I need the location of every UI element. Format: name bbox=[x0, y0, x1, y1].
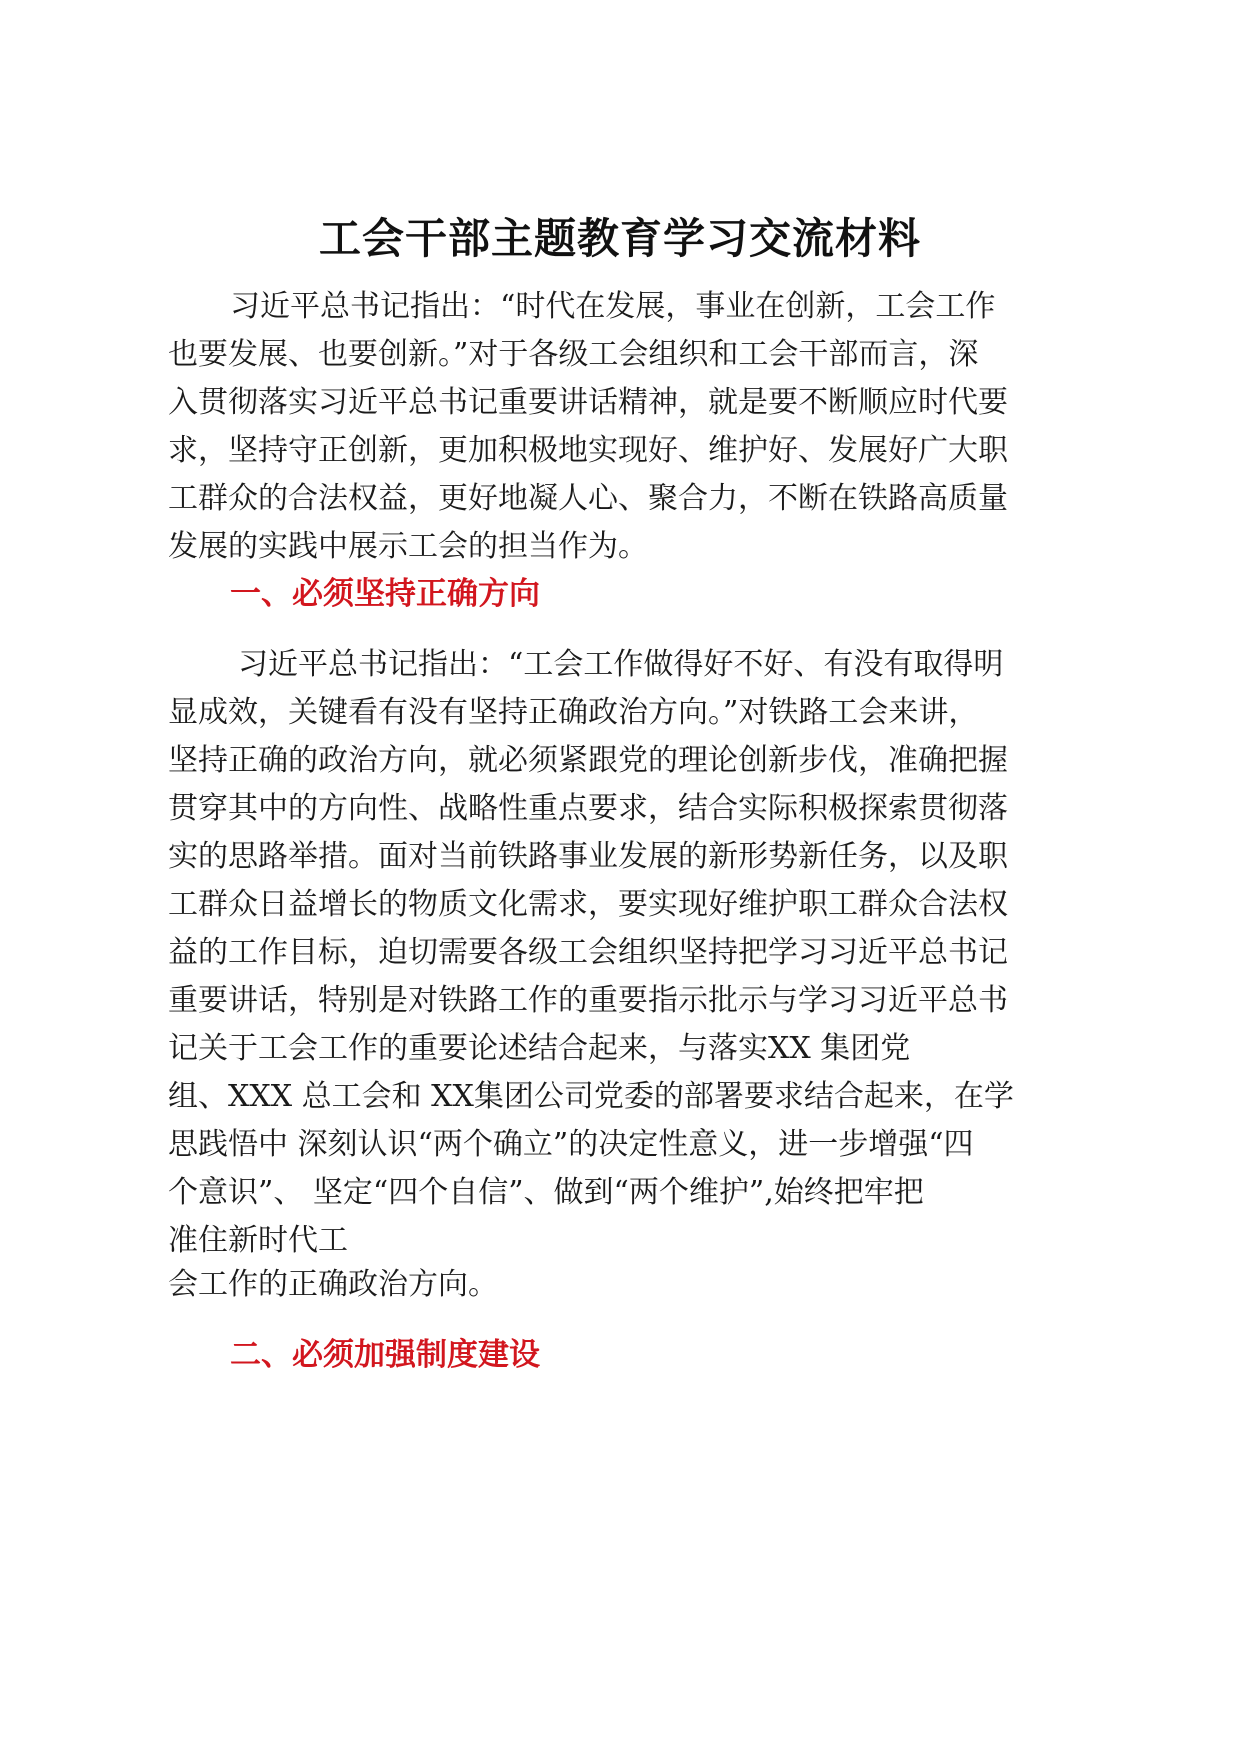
section-1-line-9: 记关于工会工作的重要论述结合起来，与落实XX 集团党 bbox=[168, 1031, 911, 1066]
section-1-line-6: 工群众日益增长的物质文化需求，要实现好维护职工群众合法权 bbox=[168, 887, 1008, 922]
intro-line-2: 也要发展、也要创新。”对于各级工会组织和工会干部而言，深 bbox=[168, 337, 979, 372]
section-1-heading: 一、必须坚持正确方向 bbox=[230, 576, 540, 612]
section-1-line-12: 个意识”、 坚定“四个自信”、做到“两个维护”,始终把牢把 bbox=[168, 1175, 924, 1210]
section-1-line-7: 益的工作目标，迫切需要各级工会组织坚持把学习习近平总书记 bbox=[168, 935, 1008, 970]
intro-line-4: 求，坚持守正创新，更加积极地实现好、维护好、发展好广大职 bbox=[168, 433, 1008, 468]
section-1-line-8: 重要讲话，特别是对铁路工作的重要指示批示与学习习近平总书 bbox=[168, 983, 1008, 1018]
intro-line-3: 入贯彻落实习近平总书记重要讲话精神，就是要不断顺应时代要 bbox=[168, 385, 1008, 420]
section-1-line-14: 会工作的正确政治方向。 bbox=[168, 1267, 498, 1302]
section-1-line-3: 坚持正确的政治方向，就必须紧跟党的理论创新步伐，准确把握 bbox=[168, 743, 1008, 778]
intro-line-1: 习近平总书记指出：“时代在发展，事业在创新，工会工作 bbox=[230, 289, 996, 324]
section-1-line-1: 习近平总书记指出：“工会工作做得好不好、有没有取得明 bbox=[238, 647, 1004, 682]
document-title: 工会干部主题教育学习交流材料 bbox=[318, 214, 921, 263]
section-1-line-10: 组、XXX 总工会和 XX集团公司党委的部署要求结合起来，在学 bbox=[168, 1079, 1014, 1114]
section-1-line-4: 贯穿其中的方向性、战略性重点要求，结合实际积极探索贯彻落 bbox=[168, 791, 1008, 826]
section-1-line-11: 思践悟中 深刻认识“两个确立”的决定性意义，进一步增强“四 bbox=[168, 1127, 974, 1162]
intro-line-5: 工群众的合法权益，更好地凝人心、聚合力，不断在铁路高质量 bbox=[168, 481, 1008, 516]
section-1-line-13: 准住新时代工 bbox=[168, 1223, 348, 1258]
section-1-line-2: 显成效，关键看有没有坚持正确政治方向。”对铁路工会来讲， bbox=[168, 695, 979, 730]
intro-line-6: 发展的实践中展示工会的担当作为。 bbox=[168, 529, 648, 564]
section-1-line-5: 实的思路举措。面对当前铁路事业发展的新形势新任务，以及职 bbox=[168, 839, 1008, 874]
section-2-heading: 二、必须加强制度建设 bbox=[230, 1337, 540, 1373]
